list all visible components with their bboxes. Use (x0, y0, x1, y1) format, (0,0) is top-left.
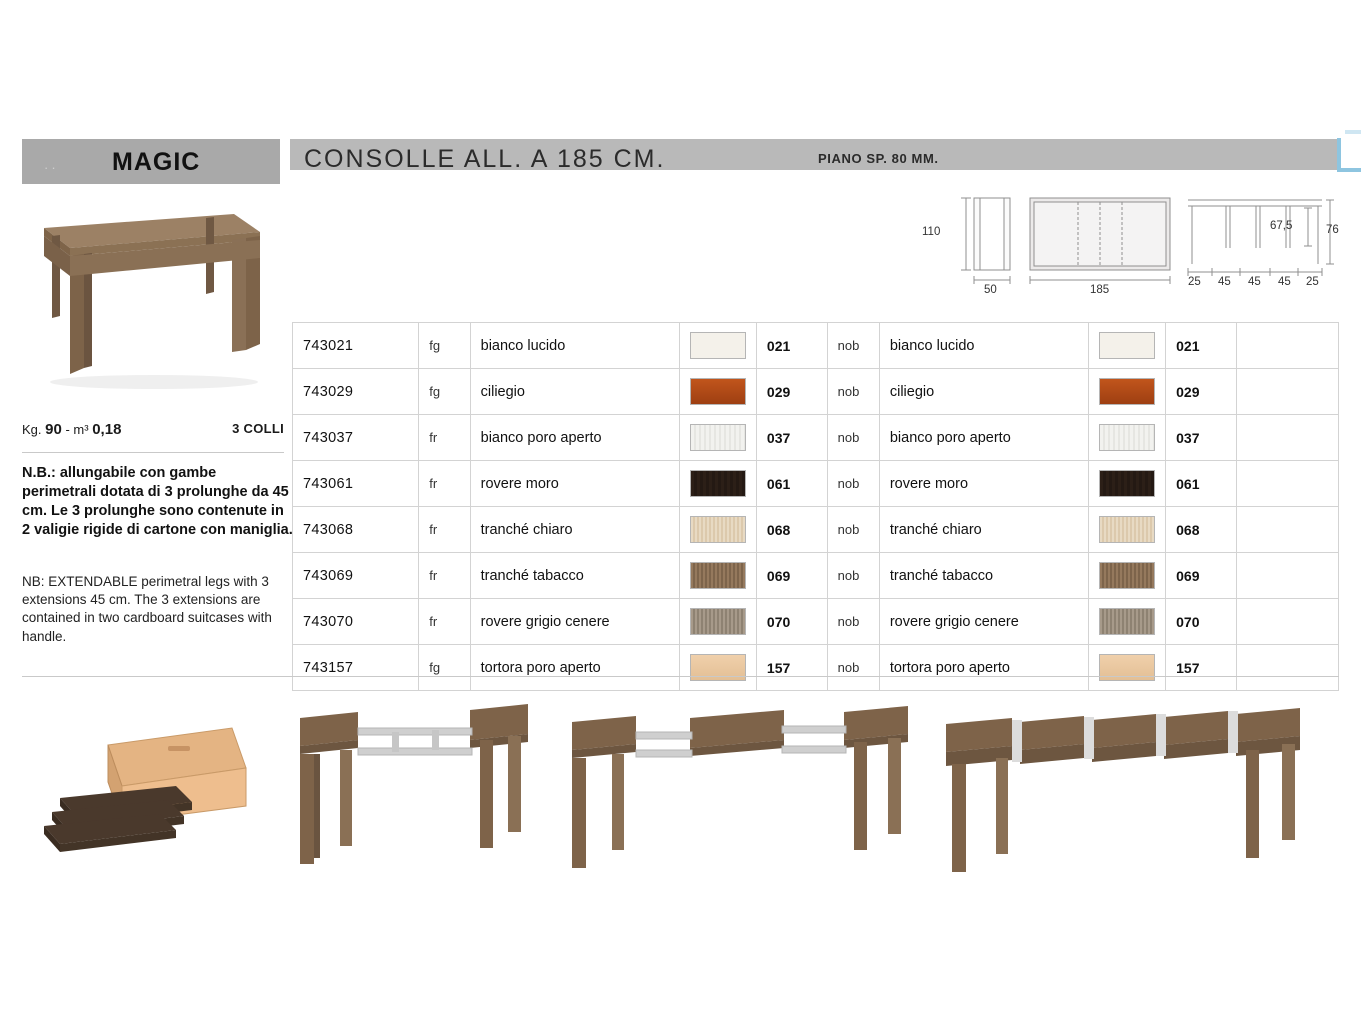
row-code: 743070 (293, 599, 419, 645)
table-row (293, 553, 1339, 599)
dim-height-675: 67,5 (1270, 220, 1293, 232)
row-code: 743021 (293, 323, 419, 369)
row-colorcode-left: 068 (756, 507, 827, 553)
swatch (690, 608, 746, 635)
row-code: 743069 (293, 553, 419, 599)
row-colorcode-right: 029 (1166, 369, 1237, 415)
volume-label: m³ (73, 422, 89, 437)
swatch (1099, 332, 1155, 359)
row-name-left: bianco lucido (470, 323, 679, 369)
row-colorcode-right: 070 (1166, 599, 1237, 645)
corner-registration-mark (1319, 130, 1361, 180)
swatch (690, 470, 746, 497)
product-photo (24, 196, 280, 396)
brand-dots: ·· (44, 160, 59, 175)
row-finish-left: fr (419, 415, 470, 461)
row-swatch-left (679, 415, 756, 461)
row-finish-right: nob (827, 461, 879, 507)
row-finish-right: nob (827, 507, 879, 553)
brand-title: MAGIC (112, 148, 201, 176)
row-swatch-left (679, 645, 756, 691)
dim-seg-4: 45 (1278, 276, 1291, 288)
config-closed (300, 704, 528, 864)
swatch (1099, 562, 1155, 589)
note-english: NB: EXTENDABLE perimetral legs with 3 extensions 45 cm. The 3 extensions are contained in two cardboard suitcases with handle. (22, 574, 272, 644)
row-finish-left: fr (419, 553, 470, 599)
row-spacer (1236, 645, 1338, 691)
swatch (690, 332, 746, 359)
swatch (690, 562, 746, 589)
volume-value: 0,18 (92, 421, 122, 438)
row-colorcode-left: 029 (756, 369, 827, 415)
dim-depth-50: 50 (984, 284, 997, 296)
row-swatch-right (1089, 507, 1166, 553)
row-colorcode-left: 069 (756, 553, 827, 599)
row-finish-left: fg (419, 369, 470, 415)
row-finish-right: nob (827, 369, 879, 415)
row-name-right: bianco lucido (879, 323, 1088, 369)
row-finish-left: fg (419, 645, 470, 691)
row-spacer (1236, 415, 1338, 461)
technical-drawings (922, 186, 1340, 306)
note-italian: N.B.: allungabile con gambe perimetrali dotata di 3 prolunghe da 45 cm. Le 3 prolunghe sono contenute in 2 valigie rigide di cartone con maniglia. (22, 465, 293, 539)
page-subtitle: PIANO SP. 80 MM. (818, 151, 939, 166)
row-name-right: bianco poro aperto (879, 415, 1088, 461)
page-title: CONSOLLE ALL. A 185 CM. (304, 145, 666, 173)
row-name-left: tranché tabacco (470, 553, 679, 599)
row-finish-left: fr (419, 461, 470, 507)
row-swatch-left (679, 323, 756, 369)
row-spacer (1236, 369, 1338, 415)
row-code: 743061 (293, 461, 419, 507)
row-name-right: rovere moro (879, 461, 1088, 507)
row-name-right: tranché chiaro (879, 507, 1088, 553)
row-name-right: tranché tabacco (879, 553, 1088, 599)
row-colorcode-left: 070 (756, 599, 827, 645)
row-colorcode-right: 037 (1166, 415, 1237, 461)
swatch (1099, 516, 1155, 543)
row-spacer (1236, 323, 1338, 369)
row-colorcode-right: 061 (1166, 461, 1237, 507)
row-name-left: bianco poro aperto (470, 415, 679, 461)
row-finish-left: fg (419, 323, 470, 369)
dim-height-110: 110 (922, 226, 941, 238)
row-code: 743029 (293, 369, 419, 415)
row-swatch-right (1089, 553, 1166, 599)
table-row (293, 461, 1339, 507)
swatch (690, 516, 746, 543)
row-finish-left: fr (419, 599, 470, 645)
row-finish-right: nob (827, 415, 879, 461)
table-row (293, 323, 1339, 369)
row-colorcode-right: 068 (1166, 507, 1237, 553)
weight-value: 90 (45, 421, 62, 438)
row-spacer (1236, 461, 1338, 507)
row-colorcode-left: 037 (756, 415, 827, 461)
swatch (690, 424, 746, 451)
row-swatch-left (679, 507, 756, 553)
row-swatch-left (679, 553, 756, 599)
row-name-left: rovere grigio cenere (470, 599, 679, 645)
row-name-right: ciliegio (879, 369, 1088, 415)
row-swatch-right (1089, 461, 1166, 507)
row-finish-left: fr (419, 507, 470, 553)
row-swatch-right (1089, 599, 1166, 645)
row-name-right: rovere grigio cenere (879, 599, 1088, 645)
row-swatch-left (679, 461, 756, 507)
dim-width-185: 185 (1090, 284, 1110, 296)
table-row (293, 507, 1339, 553)
row-swatch-right (1089, 323, 1166, 369)
dim-seg-3: 45 (1248, 276, 1261, 288)
row-finish-right: nob (827, 323, 879, 369)
row-code: 743157 (293, 645, 419, 691)
finishes-table (292, 322, 1339, 691)
row-name-right: tortora poro aperto (879, 645, 1088, 691)
config-fully-extended (946, 708, 1300, 872)
row-colorcode-right: 069 (1166, 553, 1237, 599)
row-colorcode-left: 061 (756, 461, 827, 507)
table-row (293, 599, 1339, 645)
table-row (293, 645, 1339, 691)
packages-value: 3 COLLI (232, 421, 284, 436)
extension-sequence-images (0, 690, 1361, 920)
row-colorcode-right: 157 (1166, 645, 1237, 691)
config-one-extension (572, 706, 908, 868)
row-colorcode-left: 157 (756, 645, 827, 691)
row-colorcode-right: 021 (1166, 323, 1237, 369)
spec-separator: - (65, 422, 70, 437)
row-swatch-right (1089, 369, 1166, 415)
row-name-left: ciliegio (470, 369, 679, 415)
swatch (1099, 608, 1155, 635)
dim-seg-5: 25 (1306, 276, 1319, 288)
row-name-left: rovere moro (470, 461, 679, 507)
row-name-left: tranché chiaro (470, 507, 679, 553)
spec-line (22, 421, 284, 438)
divider-left (22, 452, 284, 453)
swatch (1099, 378, 1155, 405)
row-colorcode-left: 021 (756, 323, 827, 369)
swatch (1099, 424, 1155, 451)
row-finish-right: nob (827, 553, 879, 599)
swatch (1099, 470, 1155, 497)
dim-height-76: 76 (1326, 224, 1339, 236)
row-finish-right: nob (827, 599, 879, 645)
row-code: 743037 (293, 415, 419, 461)
row-name-left: tortora poro aperto (470, 645, 679, 691)
weight-label: Kg. (22, 422, 42, 437)
row-spacer (1236, 507, 1338, 553)
table-row (293, 415, 1339, 461)
table-row (293, 369, 1339, 415)
divider-bottom (22, 676, 1339, 677)
row-swatch-left (679, 599, 756, 645)
dim-seg-1: 25 (1188, 276, 1201, 288)
packaging-illustration (44, 728, 246, 852)
row-swatch-right (1089, 415, 1166, 461)
finishes-table-body (293, 323, 1339, 691)
dim-seg-2: 45 (1218, 276, 1231, 288)
row-swatch-right (1089, 645, 1166, 691)
row-swatch-left (679, 369, 756, 415)
swatch (690, 378, 746, 405)
row-spacer (1236, 553, 1338, 599)
row-spacer (1236, 599, 1338, 645)
row-finish-right: nob (827, 645, 879, 691)
row-code: 743068 (293, 507, 419, 553)
